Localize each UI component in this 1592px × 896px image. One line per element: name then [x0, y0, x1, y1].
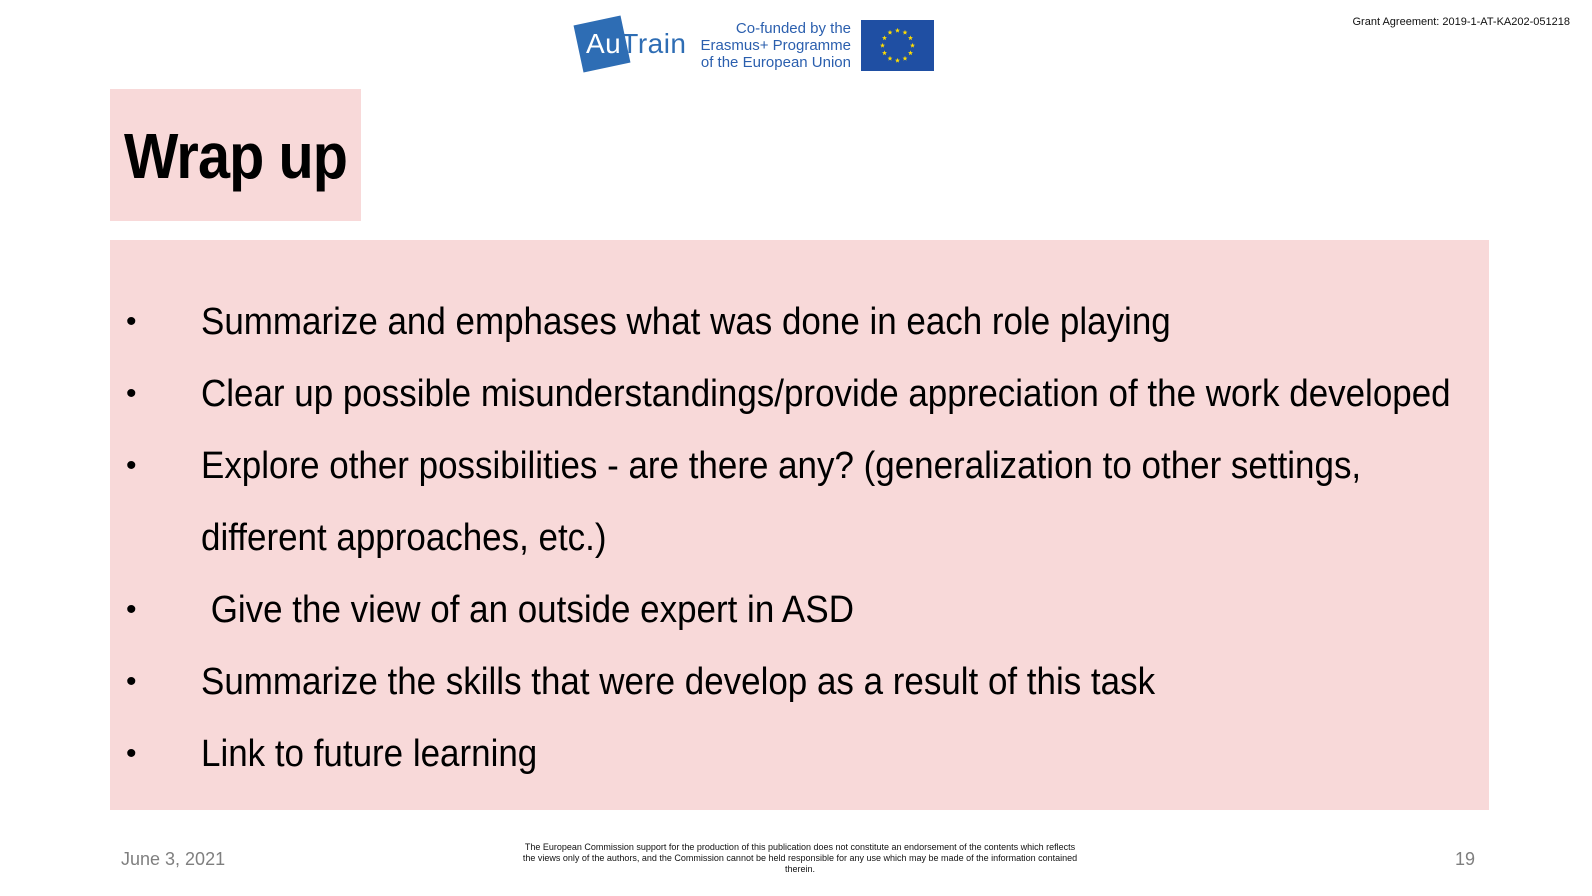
content-box [110, 240, 1489, 810]
title-box [110, 89, 361, 221]
bullet-text: Clear up possible misunderstandings/provide appreciation of the work developed [201, 373, 1451, 415]
bullet-dot: • [126, 593, 137, 626]
page-number: 19 [1455, 849, 1476, 869]
slide-date: June 3, 2021 [121, 849, 226, 869]
cofund-line-3: of the European Union [700, 54, 851, 71]
eu-disclaimer: The European Commission support for the production of this publication does not constitute an endorsement of the contents which reflects the views only of the authors, and the Commission cannot be held responsible for any use which may be made of the information contained therein. [522, 842, 1078, 874]
bullet-dot: • [126, 377, 137, 410]
bullet-text: Summarize and emphases what was done in each role playing [201, 301, 1171, 343]
bullet-text: Summarize the skills that were develop as a result of this task [201, 661, 1156, 703]
grant-agreement: Grant Agreement: 2019-1-AT-KA202-051218 [1352, 16, 1570, 28]
bullet-text: Give the view of an outside expert in ASD [201, 589, 854, 631]
bullet-dot: • [126, 305, 137, 338]
cofunded-statement [698, 20, 851, 71]
bullet-text: Explore other possibilities - are there any? (generalization to other settings, different approaches, etc.) [201, 445, 1362, 559]
cofund-line-1: Co-funded by the [735, 20, 851, 37]
logo-wordmark [586, 28, 687, 60]
bullet-item [110, 358, 1489, 430]
slide-title: Wrap up [124, 120, 348, 192]
bullet-item [110, 430, 1489, 574]
bullet-item [110, 574, 1489, 646]
bullet-text: Link to future learning [201, 733, 538, 775]
bullet-list [110, 286, 1489, 790]
bullet-dot: • [126, 665, 137, 698]
autrain-logo [578, 14, 690, 78]
bullet-item [110, 286, 1489, 358]
cofund-line-2: Erasmus+ Programme [700, 37, 851, 54]
eu-flag-icon [861, 20, 934, 71]
bullet-item [110, 646, 1489, 718]
bullet-item [110, 718, 1489, 790]
bullet-dot: • [126, 737, 137, 770]
logo-text-au: Au [586, 28, 622, 59]
bullet-dot: • [126, 449, 137, 482]
logo-text-train: Train [621, 28, 687, 59]
